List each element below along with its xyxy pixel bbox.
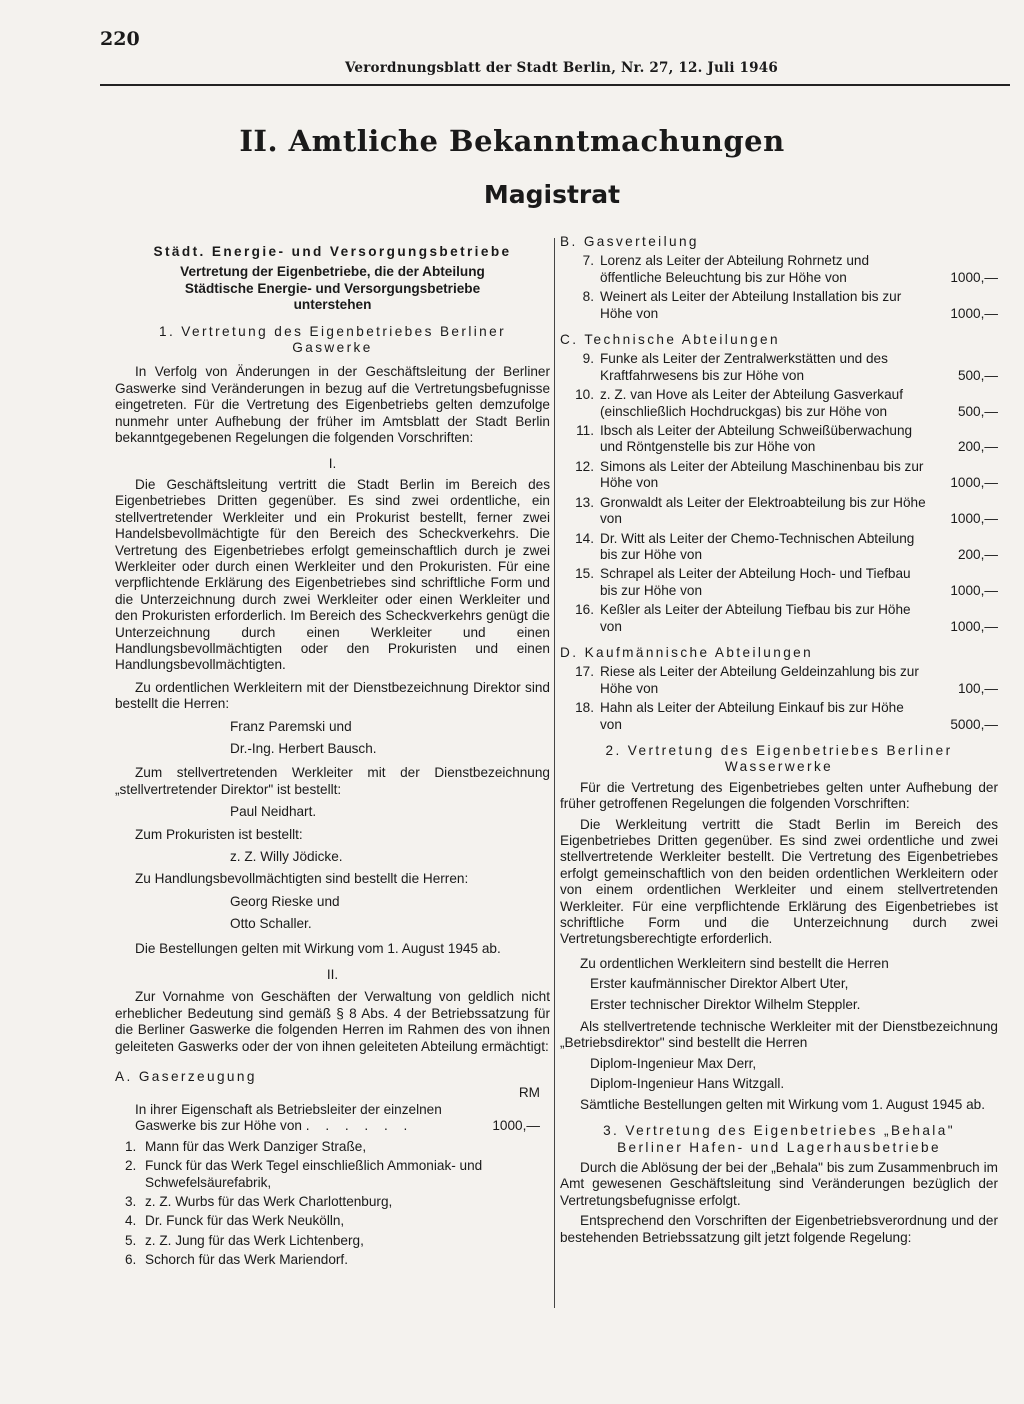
entry-15: 15. Schrapel als Leiter der Abteilung Hoch- und Tiefbau bis zur Höhe von 1000,— [575, 566, 998, 598]
gas-works-item: 6. Schorch für das Werk Mariendorf. [125, 1252, 348, 1268]
prokurist-intro: Zum Prokuristen ist bestellt: [135, 826, 303, 842]
group-d-heading: D. Kaufmännische Abteilungen [560, 644, 814, 660]
part2-paragraph: Die Werkleitung vertritt die Stadt Berlin im Bereich des Eigenbetriebes Dritten gegenüber. Es sind zwei ordentliche und zwei stellvertretende Werkleiter bestellt. Die Vertretung des Eigenbetriebes erfolgt gemeinschaftlich von den beiden ordentlichen Werkleitern oder von einem ordentlichen Werkleiter und einem stellvertretenden Werkleiter. Für eine verpflichtende Erklärung des Eigenbetriebes ist schriftliche Form und die Unterzeichnung durch zwei Vertretungsberechtigte erforderlich. [560, 816, 998, 947]
part3-subheading: Berliner Hafen- und Lagerhausbetriebe [617, 1139, 941, 1155]
currency-label: RM [518, 1085, 540, 1101]
hb-intro: Zu Handlungsbevollmächtigten sind bestellt die Herren: [135, 871, 469, 887]
gas-intro: In ihrer Eigenschaft als Betriebsleiter der einzelnen Gaswerke bis zur Höhe von . . . . . . 1000,— [135, 1101, 540, 1134]
hb-name: Otto Schaller. [230, 916, 312, 932]
roman-two: II. [326, 967, 339, 983]
gas-works-item: 3. z. Z. Wurbs für das Werk Charlottenburg, [125, 1193, 393, 1209]
running-header: Verordnungsblatt der Stadt Berlin, Nr. 27, 12. Juli 1946 [345, 60, 778, 76]
gas-works-item: 5. z. Z. Jung für das Werk Lichtenberg, [125, 1232, 364, 1248]
sub-heading: Vertretung der Eigenbetriebe, die der Abteilung Städtische Energie- und Versorgungsbetriebe unterstehen [180, 264, 485, 313]
part2-intro: Für die Vertretung des Eigenbetriebes gelten unter Aufhebung der früher getroffenen Regelungen die folgenden Vorschriften: [560, 779, 998, 812]
gas-amount: 1000,— [492, 1118, 540, 1134]
entry-10: 10. z. Z. van Hove als Leiter der Abteilung Gasverkauf (einschließlich Hochdruckgas) bis zur Höhe von 500,— [575, 387, 998, 419]
part3-paragraph-1: Durch die Ablösung der bei der „Behala" bis zum Zusammenbruch im Amt gewesenen Geschäftsleitung sind Veränderungen bezüglich der Vertretungsbefugnisse erfolgt. [560, 1159, 998, 1208]
group-c-heading: C. Technische Abteilungen [560, 332, 780, 348]
deputy-name: Paul Neidhart. [230, 804, 317, 820]
entry-13: 13. Gronwaldt als Leiter der Elektroabteilung bis zur Höhe von 1000,— [575, 494, 998, 527]
hb-name: Georg Rieske und [230, 893, 340, 909]
part1-heading: 1. Vertretung des Eigenbetriebes Berliner Gaswerke [158, 323, 507, 356]
prokurist-name: z. Z. Willy Jödicke. [230, 849, 343, 864]
authority-heading: Magistrat [483, 180, 621, 209]
werkleiter-name: Erster kaufmännischer Direktor Albert Uter, [590, 976, 849, 992]
deputy-intro: Zum stellvertretenden Werkleiter mit der Dienstbezeichnung „stellvertretender Direktor" ist bestellt: [115, 765, 550, 797]
werkleiter-name: Erster technischer Direktor Wilhelm Steppler. [590, 996, 861, 1012]
gas-works-item: 1. Mann für das Werk Danziger Straße, [125, 1138, 367, 1154]
director-name: Dr.-Ing. Herbert Bausch. [230, 740, 377, 756]
org-heading: Städt. Energie- und Versorgungsbetriebe [153, 244, 512, 259]
part3-heading: 3. Vertretung des Eigenbetriebes „Behala" [603, 1123, 955, 1139]
tech-name: Diplom-Ingenieur Max Derr, [590, 1055, 757, 1071]
column-rule [554, 238, 555, 1308]
entry-9: 9. Funke als Leiter der Zentralwerkstätten und des Kraftfahrwesens bis zur Höhe von 500,— [582, 351, 998, 383]
paragraph-one: Die Geschäftsleitung vertritt die Stadt Berlin im Bereich des Eigenbetriebes Dritten gegenüber. Es sind zwei ordentliche, ein stellvertretender Werkleiter und ein Prokurist bestellt, ferner zwei Handelsbevollmächtigte für den Bereich des Scheckverkehrs. Die Vertretung des Eigenbetriebes erfolgt gemeinschaftlich durch je zwei Werkleiter oder durch einen Werkleiter und den Prokuristen. Für eine verpflichtende Erklärung des Eigenbetriebes sind schriftliche Form und die Unterzeichnung durch zwei Werkleiter oder einen Werkleiter und den Prokuristen erforderlich. Im Bereich des Scheckverkehrs genügt die Unterzeichnung durch einen Werkleiter und einen Handlungsbevollmächtigten oder den Prokuristen und einen Handlungsbevollmächtigten. [115, 476, 550, 673]
group-b-heading: B. Gasverteilung [560, 234, 699, 249]
paragraph-two: Zur Vornahme von Geschäften der Verwaltung von geldlich nicht erheblicher Bedeutung sind gemäß § 8 Abs. 4 der Betriebssatzung für die Berliner Gaswerke die folgenden Herren im Rahmen des von ihnen geleiteten Gaswerks oder der von ihnen geleiteten Abteilung ermächtigt: [115, 989, 550, 1054]
entry-11: 11. Ibsch als Leiter der Abteilung Schweißüberwachung und Röntgenstelle bis zur Höhe von 200,— [576, 423, 998, 455]
effective-date: Die Bestellungen gelten mit Wirkung vom 1. August 1945 ab. [135, 940, 501, 956]
entry-8: 8. Weinert als Leiter der Abteilung Installation bis zur Höhe von 1000,— [582, 289, 998, 321]
left-column [115, 244, 550, 1269]
director-name: Franz Paremski und [230, 718, 352, 734]
page-number: 220 [100, 28, 140, 50]
roman-one: I. [328, 456, 337, 472]
gas-works-item: 2. Funck für das Werk Tegel einschließlich Ammoniak- und Schwefelsäurefabrik, [125, 1158, 483, 1190]
section-title: II. Amtliche Bekanntmachungen [239, 124, 785, 158]
werkleiter-intro: Zu ordentlichen Werkleitern sind bestellt die Herren [580, 955, 889, 971]
tech-intro: Als stellvertretende technische Werkleiter mit der Dienstbezeichnung „Betriebsdirektor" sind bestellt die Herren [560, 1019, 998, 1051]
entry-18: 18. Hahn als Leiter der Abteilung Einkauf bis zur Höhe von 5000,— [575, 700, 998, 732]
part3-paragraph-2: Entsprechend den Vorschriften der Eigenbetriebsverordnung und der bestehenden Betriebssatzung gilt jetzt folgende Regelung: [560, 1213, 998, 1245]
gas-works-item: 4. Dr. Funck für das Werk Neukölln, [125, 1213, 345, 1229]
entry-14: 14. Dr. Witt als Leiter der Chemo-Technischen Abteilung bis zur Höhe von 200,— [575, 530, 998, 562]
part2-heading: 2. Vertretung des Eigenbetriebes Berliner Wasserwerke [605, 742, 953, 775]
entry-16: 16. Keßler als Leiter der Abteilung Tiefbau bis zur Höhe von 1000,— [575, 602, 998, 634]
group-a-heading: A. Gaserzeugung [115, 1069, 257, 1085]
entry-17: 17. Riese als Leiter der Abteilung Geldeinzahlung bis zur Höhe von 100,— [575, 664, 998, 696]
entry-7: 7. Lorenz als Leiter der Abteilung Rohrnetz und öffentliche Beleuchtung bis zur Höhe von 1000,— [582, 253, 998, 285]
tech-name: Diplom-Ingenieur Hans Witzgall. [590, 1076, 785, 1092]
entry-12: 12. Simons als Leiter der Abteilung Maschinenbau bis zur Höhe von 1000,— [575, 458, 998, 491]
intro-paragraph: In Verfolg von Änderungen in der Geschäftsleitung der Berliner Gaswerke sind Veränderungen in bezug auf die Vertretungsbefugnisse eingetreten. Für die Vertretung des Eigenbetriebs gelten demzufolge nunmehr unter Aufhebung der früher im Amtsblatt der Stadt Berlin bekanntgegebenen Regelungen die folgenden Vorschriften: [115, 364, 550, 446]
directors-intro: Zu ordentlichen Werkleitern mit der Dienstbezeichnung Direktor sind bestellt die Herren: [115, 679, 550, 712]
gas-works-list [115, 1139, 550, 1269]
effective-date-2: Sämtliche Bestellungen gelten mit Wirkung vom 1. August 1945 ab. [580, 1096, 986, 1112]
right-column [560, 234, 998, 1246]
gas-intro-text: In ihrer Eigenschaft als Betriebsleiter der einzelnen Gaswerke bis zur Höhe von [135, 1101, 442, 1134]
header-rule [100, 84, 1010, 86]
